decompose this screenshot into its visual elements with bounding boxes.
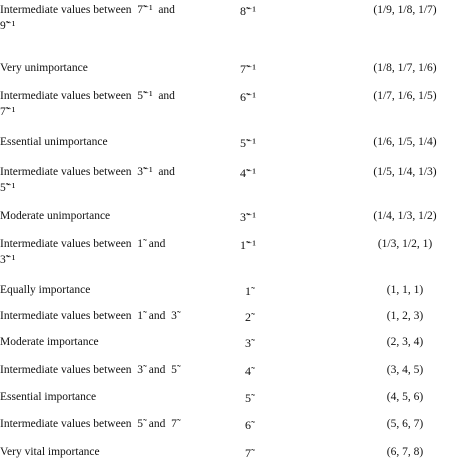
description-cell: Equally importance	[0, 284, 91, 296]
fuzzy-number-cell: 6̃⁻¹	[240, 90, 256, 104]
triple-cell: (2, 3, 4)	[386, 336, 424, 348]
triple-cell: (1, 2, 3)	[386, 310, 424, 322]
description-cell: Intermediate values between 5̃ and 7̃	[0, 418, 177, 430]
triple-cell: (1/4, 1/3, 1/2)	[373, 210, 437, 222]
fuzzy-number-cell: 1̃⁻¹	[240, 238, 256, 252]
table-row	[0, 208, 474, 238]
triple-cell: (1/3, 1/2, 1)	[377, 238, 433, 250]
table-row	[0, 164, 474, 194]
description-cell: Intermediate values between 3̃ and 5̃	[0, 364, 177, 376]
triple-cell: (1/9, 1/8, 1/7)	[373, 4, 437, 16]
triple-cell: (5, 6, 7)	[386, 418, 424, 430]
description-cell: Very vital importance	[0, 446, 100, 458]
fuzzy-number-cell: 7̃⁻¹	[240, 62, 256, 76]
fuzzy-number-cell: 3̃⁻¹	[240, 210, 256, 224]
table-row	[0, 60, 474, 90]
table-row	[0, 236, 474, 266]
triple-cell: (1/7, 1/6, 1/5)	[373, 90, 437, 102]
fuzzy-number-cell: 5̃⁻¹	[240, 136, 256, 150]
fuzzy-number-cell: 4̃⁻¹	[240, 166, 256, 180]
fuzzy-number-cell: 1̃	[245, 284, 251, 298]
triple-cell: (3, 4, 5)	[386, 364, 424, 376]
table-row	[0, 389, 474, 419]
table-row	[0, 134, 474, 164]
triple-cell: (6, 7, 8)	[386, 446, 424, 458]
description-cell: Intermediate values between 1̃ and 3̃	[0, 310, 177, 322]
triple-cell: (1/6, 1/5, 1/4)	[373, 136, 437, 148]
triple-cell: (1/5, 1/4, 1/3)	[373, 166, 437, 178]
table-row	[0, 416, 474, 446]
table-row	[0, 334, 474, 364]
description-cell: Essential unimportance	[0, 136, 108, 148]
table-row	[0, 2, 474, 32]
fuzzy-number-cell: 4̃	[245, 364, 251, 378]
fuzzy-number-cell: 3̃	[245, 336, 251, 350]
fuzzy-number-cell: 7̃	[245, 446, 251, 460]
table-row	[0, 362, 474, 392]
description-cell: Very unimportance	[0, 62, 88, 74]
fuzzy-number-cell: 6̃	[245, 418, 251, 432]
triple-cell: (1, 1, 1)	[386, 284, 424, 296]
description-cell: Intermediate values between 3̃⁻¹ and 5̃⁻¹	[0, 166, 175, 194]
triple-cell: (1/8, 1/7, 1/6)	[373, 62, 437, 74]
description-cell: Moderate unimportance	[0, 210, 111, 222]
description-cell: Moderate importance	[0, 336, 99, 348]
fuzzy-number-cell: 8̃⁻¹	[240, 4, 256, 18]
triple-cell: (4, 5, 6)	[386, 391, 424, 403]
description-cell: Intermediate values between 7̃⁻¹ and 9̃⁻¹	[0, 4, 175, 32]
fuzzy-number-cell: 5̃	[245, 391, 251, 405]
table-row	[0, 444, 474, 474]
fuzzy-number-cell: 2̃	[245, 310, 251, 324]
description-cell: Essential importance	[0, 391, 97, 403]
table-row	[0, 88, 474, 118]
description-cell: Intermediate values between 5̃⁻¹ and 7̃⁻¹	[0, 90, 175, 118]
description-cell: Intermediate values between 1̃ and 3̃⁻¹	[0, 238, 166, 266]
